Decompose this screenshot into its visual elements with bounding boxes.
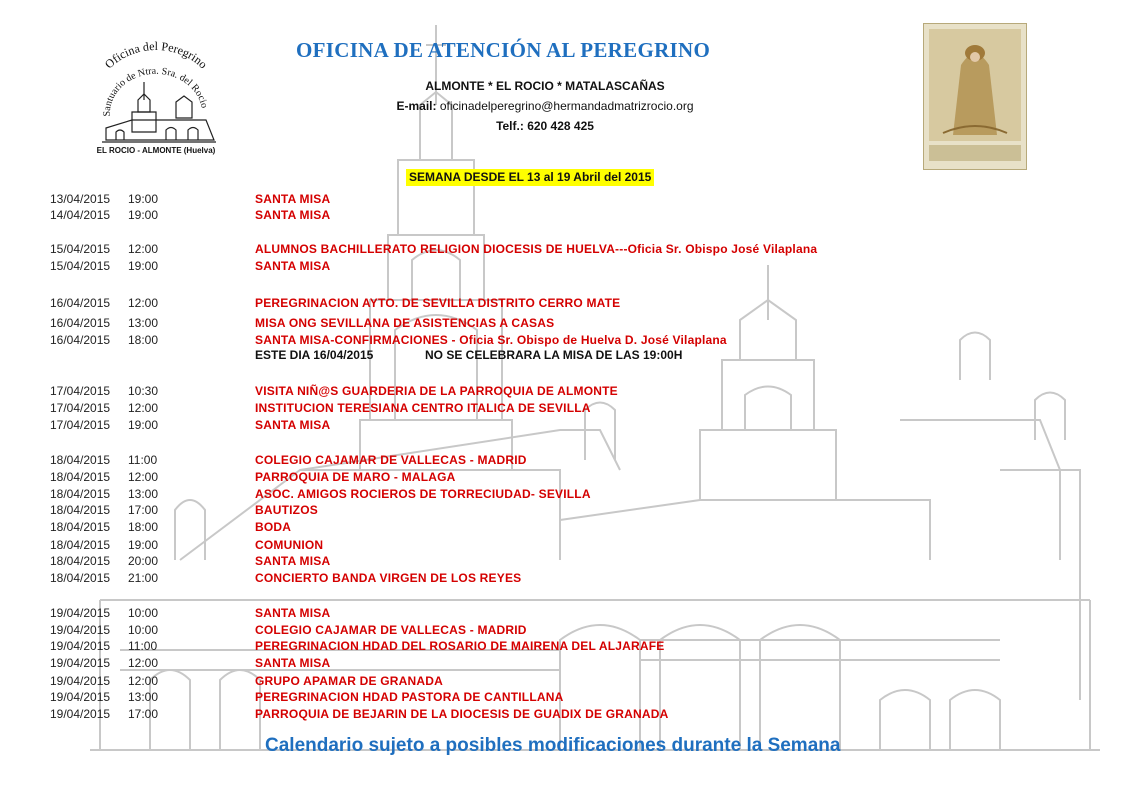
row-event: GRUPO APAMAR DE GRANADA <box>255 674 443 688</box>
row-event: INSTITUCION TERESIANA CENTRO ITALICA DE SEVILLA <box>255 401 591 415</box>
logo-text-bottom: EL ROCIO - ALMONTE (Huelva) <box>96 146 216 155</box>
row-date: 14/04/2015 <box>50 208 111 222</box>
row-event: PEREGRINACION HDAD DEL ROSARIO DE MAIRENA DEL ALJARAFE <box>255 639 665 653</box>
row-date: 13/04/2015 <box>50 192 111 206</box>
row-date: 19/04/2015 <box>50 707 111 721</box>
email-address[interactable]: oficinadelperegrino@hermandadmatrizrocio.org <box>439 99 694 113</box>
row-event: PEREGRINACION AYTO. DE SEVILLA DISTRITO CERRO MATE <box>255 296 621 310</box>
row-event: COLEGIO CAJAMAR DE VALLECAS - MADRID <box>255 453 527 467</box>
row-time: 19:00 <box>128 259 159 273</box>
row-time: 10:00 <box>128 606 159 620</box>
office-title: OFICINA DE ATENCIÓN AL PEREGRINO <box>296 38 711 62</box>
svg-text:Santuario de Ntra. Sra. del Ro <box>102 66 210 117</box>
row-date: 15/04/2015 <box>50 242 111 256</box>
svg-text:Oficina del Peregrino <box>102 40 210 71</box>
row-event: PARROQUIA DE BEJARIN DE LA DIOCESIS DE GUADIX DE GRANADA <box>255 707 669 721</box>
row-date: 19/04/2015 <box>50 639 111 653</box>
row-time: 18:00 <box>128 333 159 347</box>
row-date: 18/04/2015 <box>50 503 111 517</box>
row-time: 12:00 <box>128 656 159 670</box>
row-event: ASOC. AMIGOS ROCIEROS DE TORRECIUDAD- SEVILLA <box>255 487 591 501</box>
row-event: SANTA MISA <box>255 259 331 273</box>
notice-date: ESTE DIA 16/04/2015 <box>255 348 374 362</box>
notice-text: NO SE CELEBRARA LA MISA DE LAS 19:00H <box>425 348 683 362</box>
phone-label: Telf.: <box>496 119 524 133</box>
row-date: 18/04/2015 <box>50 487 111 501</box>
row-event: SANTA MISA <box>255 192 331 206</box>
row-time: 21:00 <box>128 571 159 585</box>
row-time: 19:00 <box>128 192 159 206</box>
row-date: 16/04/2015 <box>50 296 111 310</box>
row-event: MISA ONG SEVILLANA DE ASISTENCIAS A CASAS <box>255 316 555 330</box>
row-time: 17:00 <box>128 503 159 517</box>
row-time: 13:00 <box>128 316 159 330</box>
row-date: 17/04/2015 <box>50 418 111 432</box>
virgin-painting-image <box>923 23 1027 170</box>
row-date: 18/04/2015 <box>50 538 111 552</box>
row-time: 11:00 <box>128 639 158 653</box>
row-date: 18/04/2015 <box>50 571 111 585</box>
row-time: 11:00 <box>128 453 158 467</box>
week-range-banner: SEMANA DESDE EL 13 al 19 Abril del 2015 <box>406 169 654 186</box>
schedule-disclaimer: Calendario sujeto a posibles modificaciones durante la Semana <box>265 735 841 756</box>
row-event: BODA <box>255 520 292 534</box>
row-event: SANTA MISA <box>255 606 331 620</box>
row-event: COLEGIO CAJAMAR DE VALLECAS - MADRID <box>255 623 527 637</box>
row-event: SANTA MISA <box>255 656 331 670</box>
row-time: 19:00 <box>128 418 159 432</box>
row-time: 12:00 <box>128 470 159 484</box>
row-time: 19:00 <box>128 208 159 222</box>
row-time: 20:00 <box>128 554 159 568</box>
row-event: COMUNION <box>255 538 324 552</box>
row-date: 16/04/2015 <box>50 333 111 347</box>
row-date: 15/04/2015 <box>50 259 111 273</box>
row-event: CONCIERTO BANDA VIRGEN DE LOS REYES <box>255 571 522 585</box>
row-event: ALUMNOS BACHILLERATO RELIGION DIOCESIS DE HUELVA---Oficia Sr. Obispo José Vilaplana <box>255 242 818 256</box>
row-time: 13:00 <box>128 487 159 501</box>
oficina-peregrino-logo <box>76 40 236 160</box>
row-date: 18/04/2015 <box>50 453 111 467</box>
row-date: 19/04/2015 <box>50 656 111 670</box>
row-time: 12:00 <box>128 296 159 310</box>
row-event: VISITA NIÑ@S GUARDERIA DE LA PARROQUIA DE ALMONTE <box>255 384 618 398</box>
row-event: BAUTIZOS <box>255 503 318 517</box>
row-date: 19/04/2015 <box>50 623 111 637</box>
row-date: 18/04/2015 <box>50 554 111 568</box>
email-line <box>330 99 760 113</box>
phone-number: 620 428 425 <box>527 119 594 133</box>
email-label: E-mail: <box>396 99 437 113</box>
logo-text-arc: Santuario de Ntra. Sra. del Rocio <box>101 65 210 117</box>
row-date: 18/04/2015 <box>50 470 111 484</box>
row-event: SANTA MISA <box>255 554 331 568</box>
places-line: ALMONTE * EL ROCIO * MATALASCAÑAS <box>425 79 665 93</box>
row-date: 16/04/2015 <box>50 316 111 330</box>
logo-text-top: Oficina del Peregrino <box>101 40 211 72</box>
row-date: 18/04/2015 <box>50 520 111 534</box>
row-event: PARROQUIA DE MARO - MALAGA <box>255 470 456 484</box>
row-time: 19:00 <box>128 538 159 552</box>
row-date: 17/04/2015 <box>50 401 111 415</box>
row-time: 13:00 <box>128 690 159 704</box>
row-date: 19/04/2015 <box>50 690 111 704</box>
row-time: 12:00 <box>128 242 159 256</box>
row-event: SANTA MISA <box>255 208 331 222</box>
phone-line <box>330 119 760 133</box>
row-time: 10:30 <box>128 384 159 398</box>
row-time: 12:00 <box>128 674 159 688</box>
row-event: PEREGRINACION HDAD PASTORA DE CANTILLANA <box>255 690 564 704</box>
row-time: 12:00 <box>128 401 159 415</box>
row-time: 17:00 <box>128 707 159 721</box>
row-event: SANTA MISA <box>255 418 331 432</box>
row-time: 10:00 <box>128 623 159 637</box>
row-date: 19/04/2015 <box>50 674 111 688</box>
row-date: 19/04/2015 <box>50 606 111 620</box>
row-time: 18:00 <box>128 520 159 534</box>
row-event: SANTA MISA-CONFIRMACIONES - Oficia Sr. Obispo de Huelva D. José Vilaplana <box>255 333 727 347</box>
row-date: 17/04/2015 <box>50 384 111 398</box>
